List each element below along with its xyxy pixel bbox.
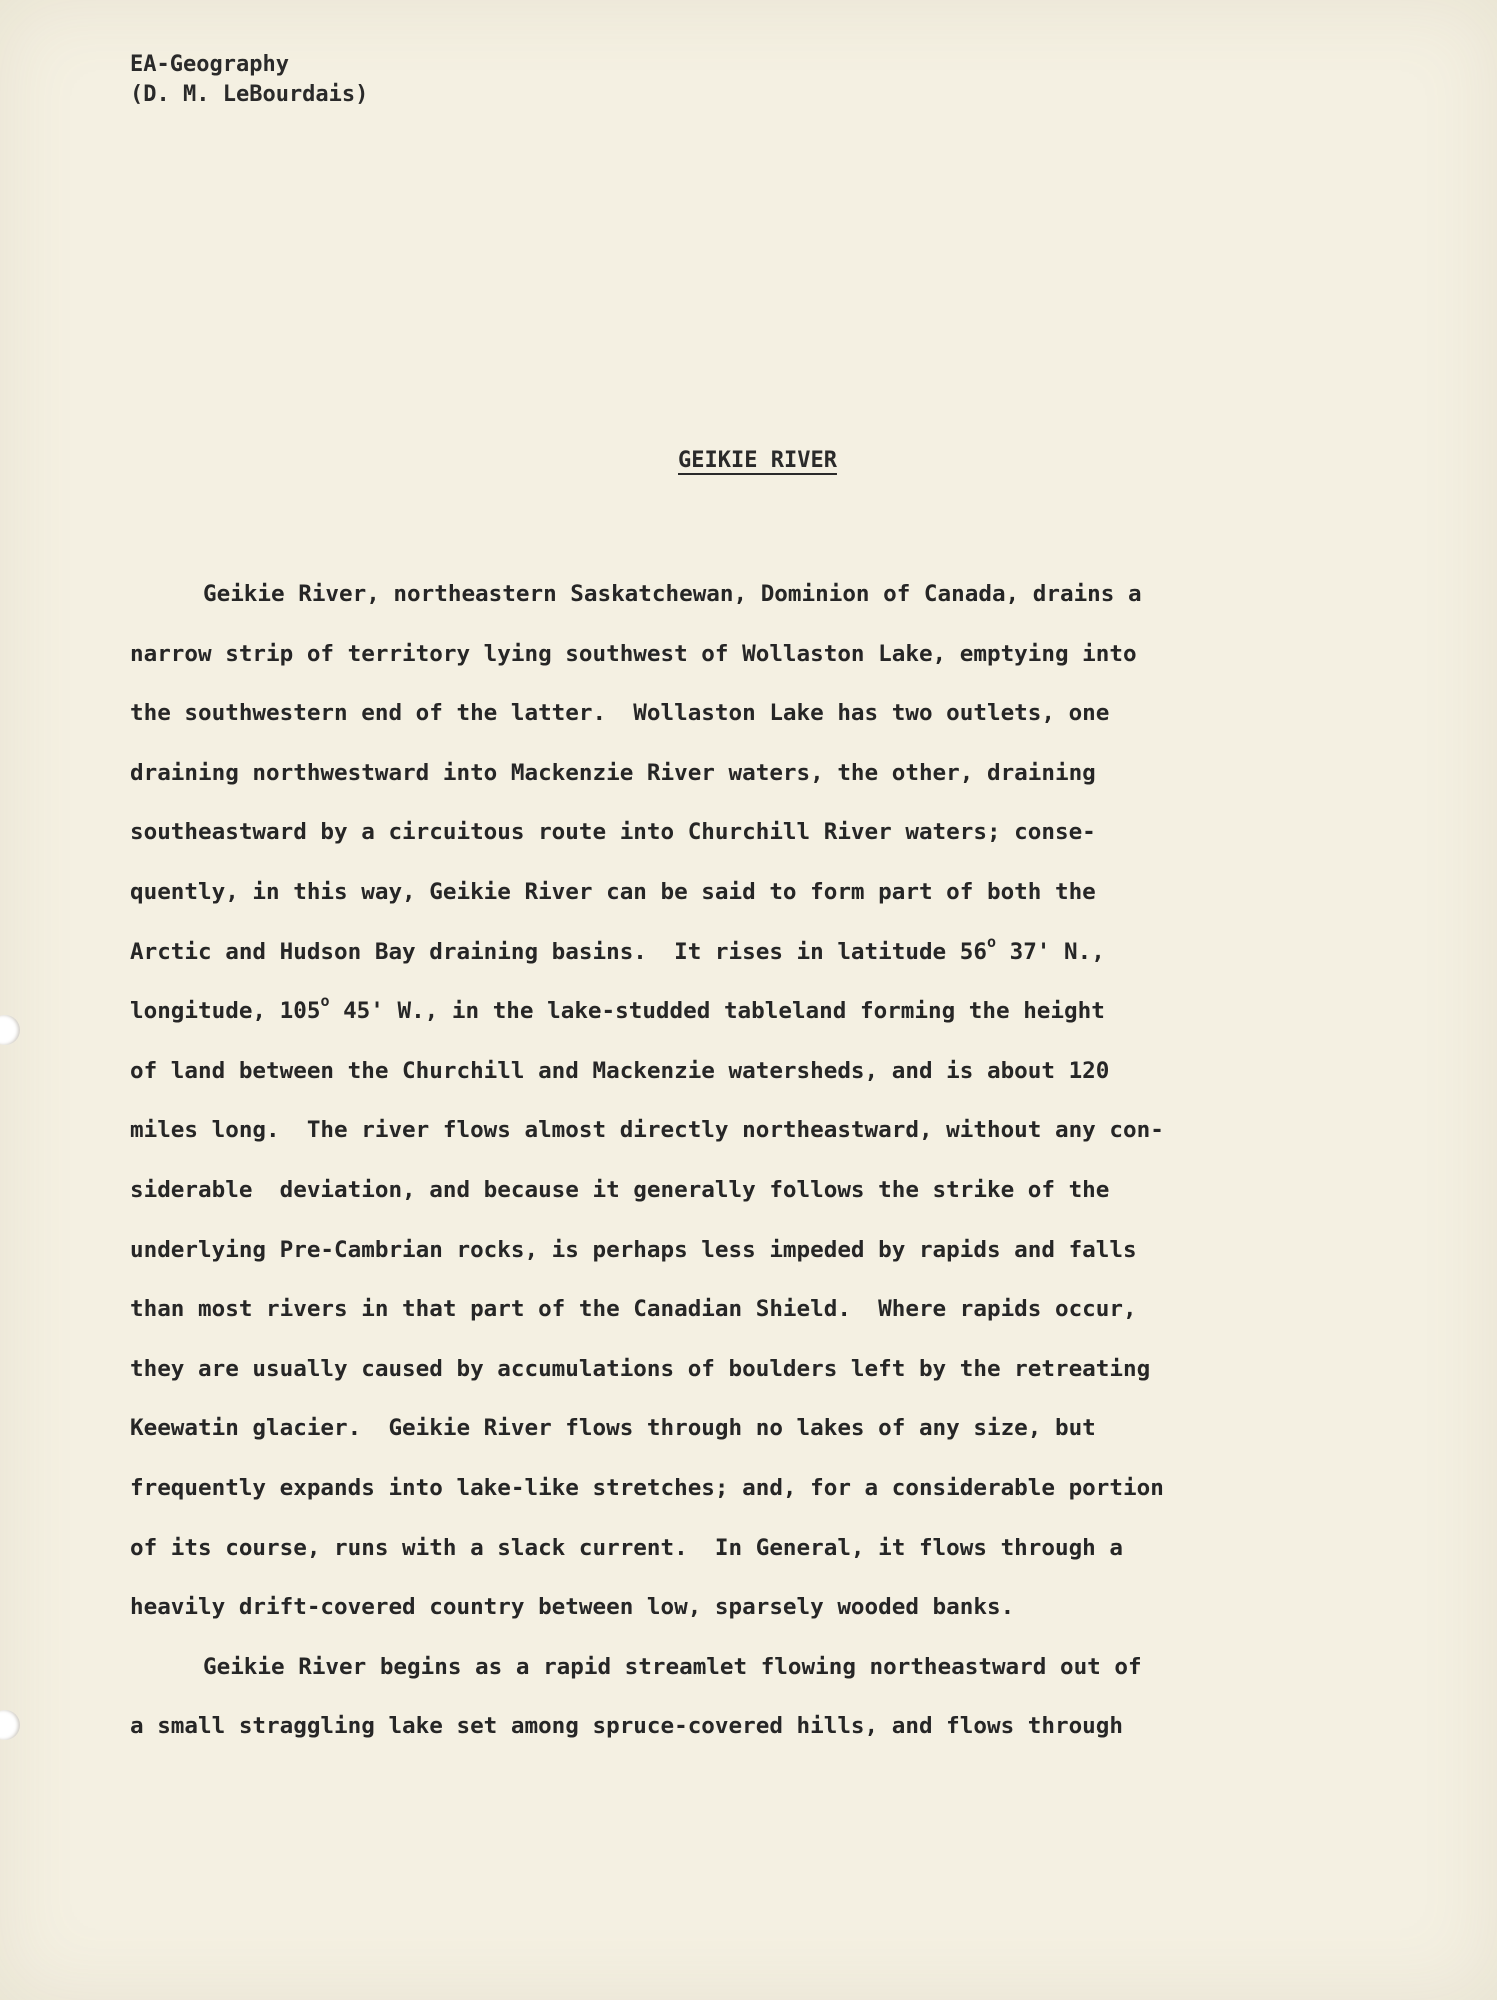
header-author: (D. M. LeBourdais) — [130, 82, 369, 107]
latitude-text: Arctic and Hudson Bay draining basins. It rises in latitude 56 — [130, 938, 987, 965]
text-line: Geikie River begins as a rapid streamlet flowing northeastward out of — [203, 1653, 1142, 1680]
document-body — [130, 565, 1164, 1757]
text-line: narrow strip of territory lying southwest of Wollaston Lake, emptying into — [130, 640, 1137, 667]
text-line: underlying Pre-Cambrian rocks, is perhaps less impeded by rapids and falls — [130, 1236, 1137, 1263]
title-text: GEIKIE RIVER — [678, 448, 837, 473]
punch-hole — [0, 1015, 20, 1045]
degree-symbol: o — [320, 992, 330, 1011]
degree-symbol: o — [986, 932, 996, 951]
text-line: siderable deviation, and because it generally follows the strike of the — [130, 1176, 1110, 1203]
text-line: quently, in this way, Geikie River can be said to form part of both the — [130, 878, 1096, 905]
latitude-minutes: 37' N., — [996, 938, 1105, 965]
punch-hole — [0, 1710, 20, 1740]
text-line: of land between the Churchill and Mackenzie watersheds, and is about 120 — [130, 1057, 1110, 1084]
text-line: of its course, runs with a slack current. In General, it flows through a — [130, 1534, 1123, 1561]
header-subject: EA-Geography — [130, 52, 289, 77]
text-line: frequently expands into lake-like stretches; and, for a considerable portion — [130, 1474, 1164, 1501]
text-line: the southwestern end of the latter. Wollaston Lake has two outlets, one — [130, 700, 1110, 727]
longitude-line — [130, 982, 1164, 1042]
latitude-line — [130, 923, 1164, 983]
longitude-minutes: 45' W., in the lake-studded tableland forming the height — [329, 998, 1105, 1025]
document-header — [130, 50, 368, 110]
text-line: draining northwestward into Mackenzie River waters, the other, draining — [130, 759, 1096, 786]
text-line: Geikie River, northeastern Saskatchewan, Dominion of Canada, drains a — [203, 581, 1142, 607]
text-line: than most rivers in that part of the Canadian Shield. Where rapids occur, — [130, 1296, 1137, 1323]
text-line: a small straggling lake set among spruce-covered hills, and flows through — [130, 1713, 1123, 1740]
text-line: they are usually caused by accumulations of boulders left by the retreating — [130, 1355, 1151, 1382]
longitude-text: longitude, 105 — [130, 998, 321, 1025]
text-line: southeastward by a circuitous route into Churchill River waters; conse- — [130, 819, 1096, 846]
text-line: Keewatin glacier. Geikie River flows through no lakes of any size, but — [130, 1415, 1096, 1442]
text-line: heavily drift-covered country between low, sparsely wooded banks. — [130, 1594, 1015, 1621]
text-line: miles long. The river flows almost directly northeastward, without any con- — [130, 1117, 1164, 1144]
document-title — [0, 448, 1497, 473]
